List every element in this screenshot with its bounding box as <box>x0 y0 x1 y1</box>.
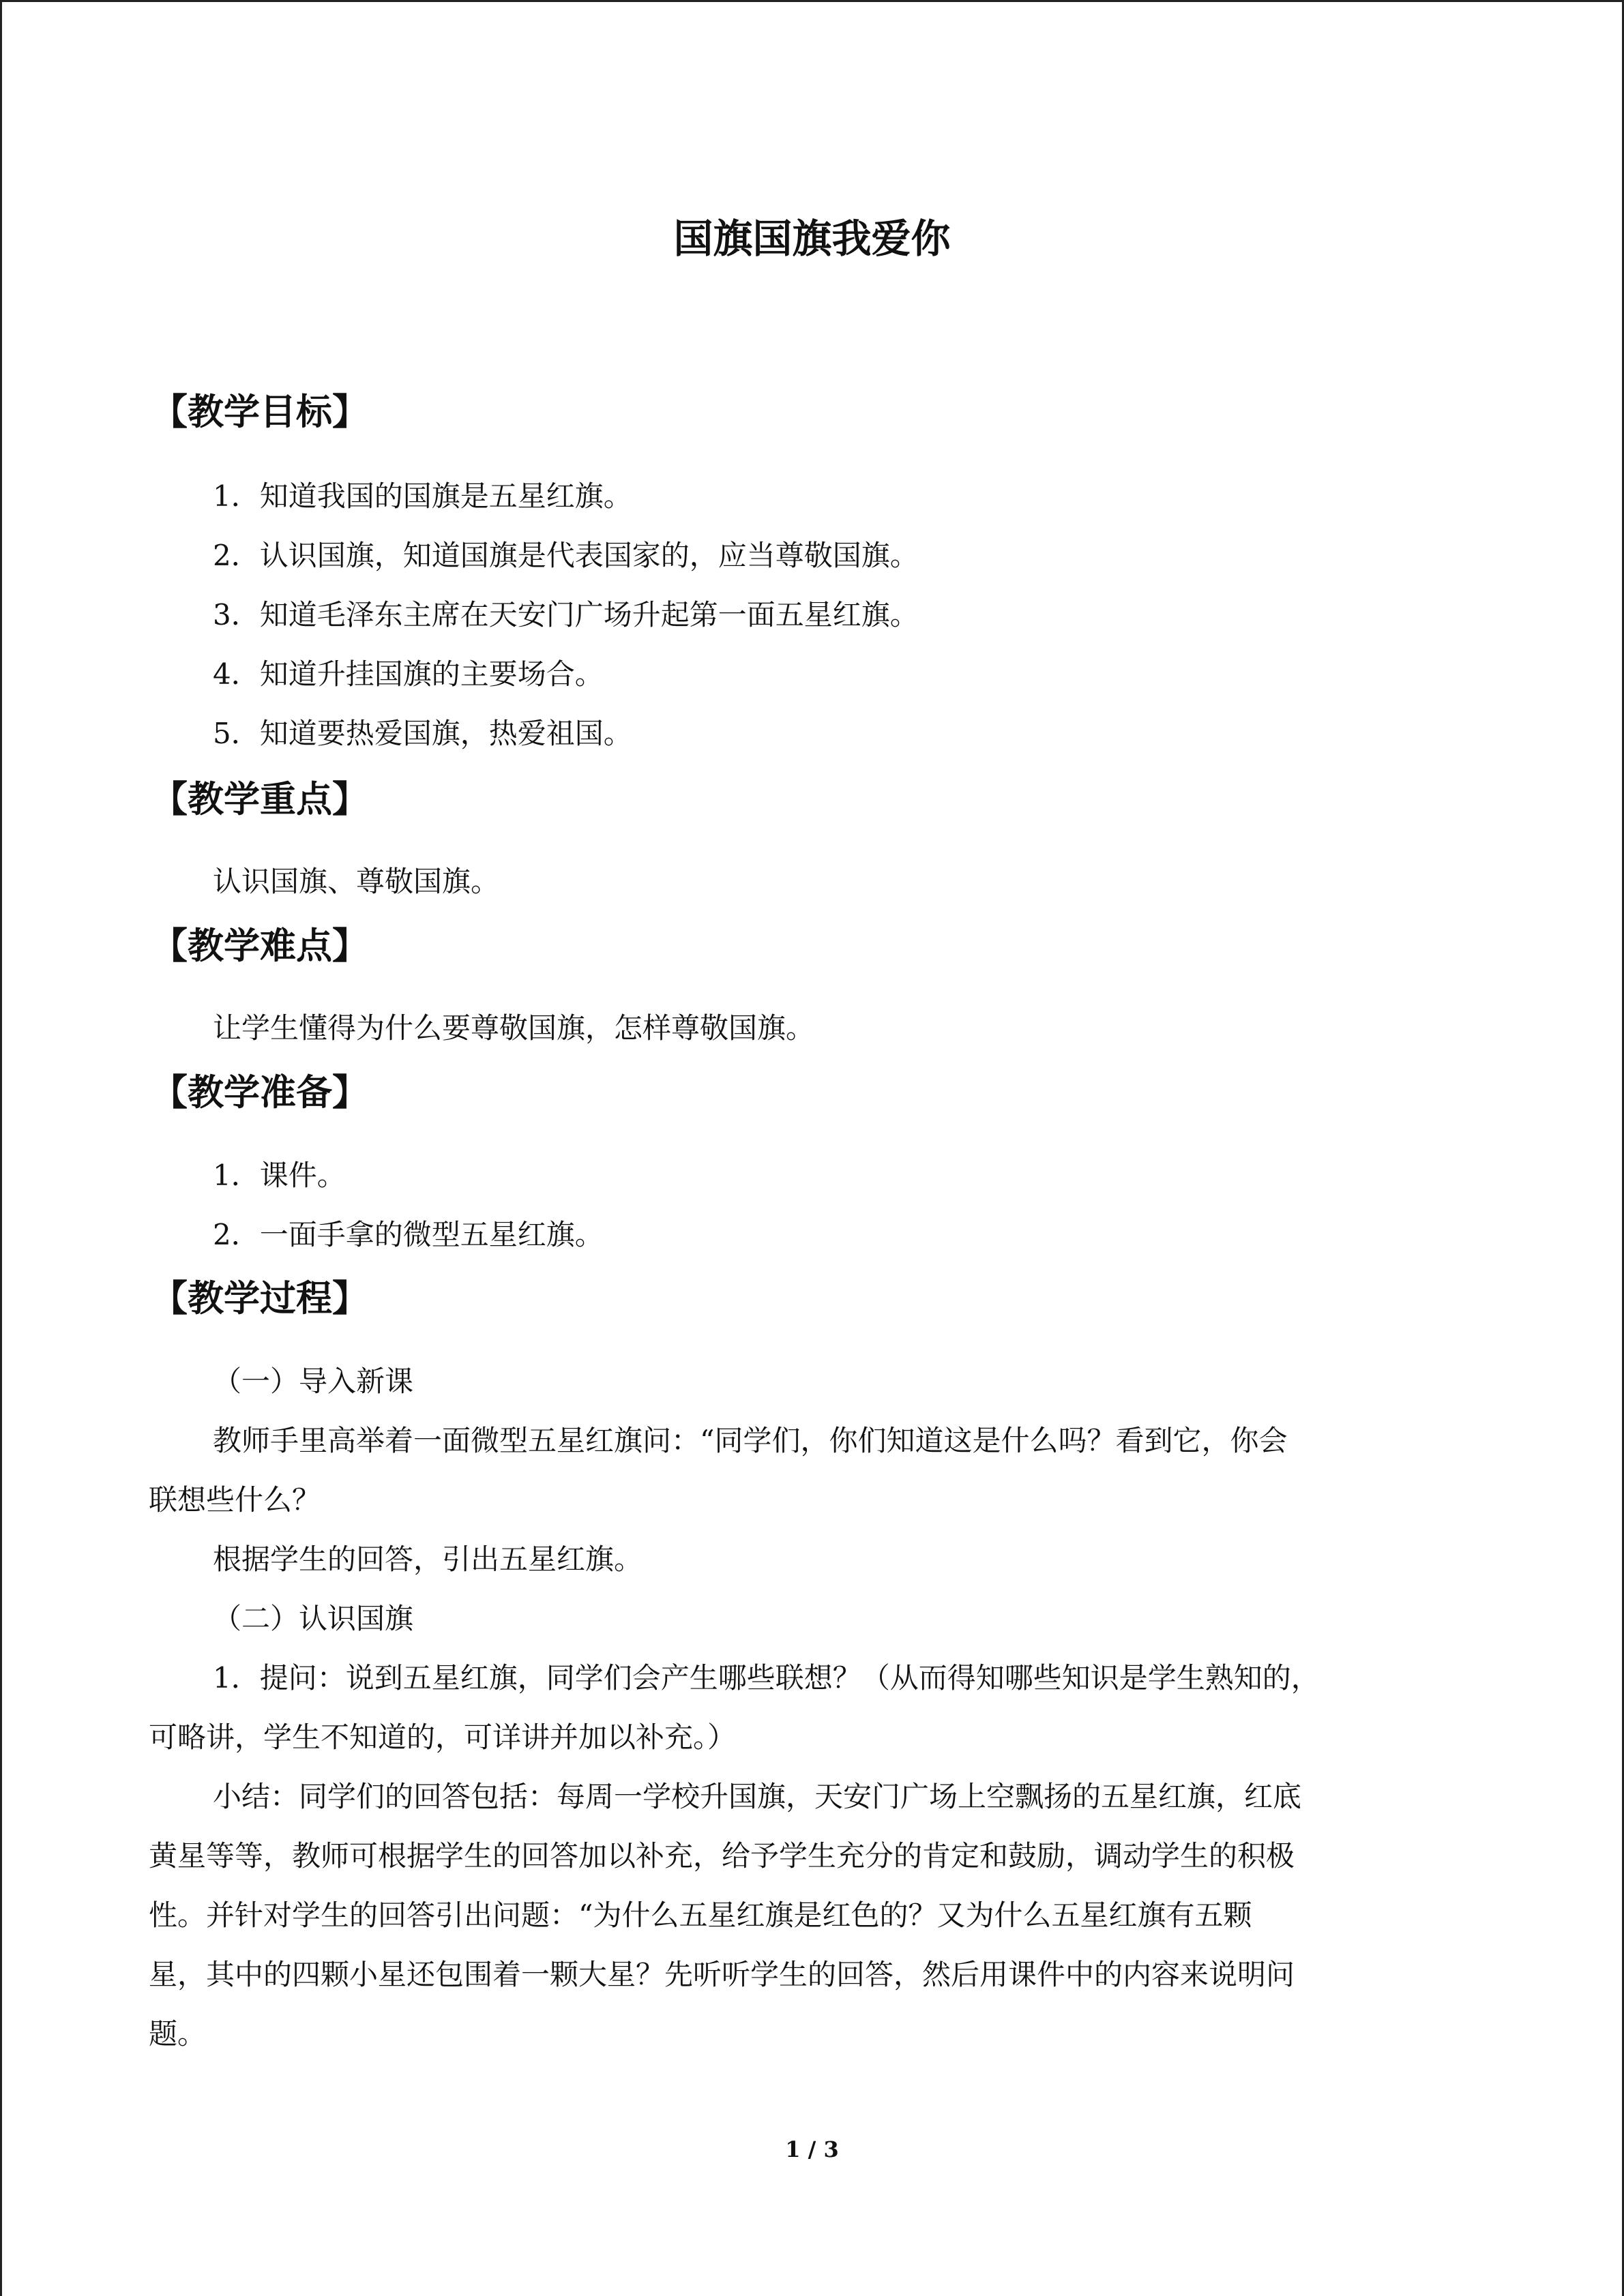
process-part2-paragraph2-line3: 性。并针对学生的回答引出问题：“为什么五星红旗是红色的？又为什么五星红旗有五颗 <box>149 1898 1252 1932</box>
goal-item-2: 2．认识国旗，知道国旗是代表国家的，应当尊敬国旗。 <box>213 539 919 572</box>
process-part1-paragraph1-line1: 教师手里高举着一面微型五星红旗问：“同学们，你们知道这是什么吗？看到它，你会 <box>213 1424 1288 1457</box>
page-title: 国旗国旗我爱你 <box>673 215 951 262</box>
process-part1-paragraph1-line2: 联想些什么？ <box>149 1483 321 1517</box>
preparation-item-1: 1．课件。 <box>213 1159 346 1192</box>
difficulties-text: 让学生懂得为什么要尊敬国旗，怎样尊敬国旗。 <box>213 1011 815 1045</box>
heading-teaching-goals: 【教学目标】 <box>151 391 368 433</box>
goal-item-1: 1．知道我国的国旗是五星红旗。 <box>213 479 632 513</box>
process-part2-title: （二）认识国旗 <box>213 1602 414 1635</box>
process-part2-paragraph2-line4: 星，其中的四颗小星还包围着一颗大星？先听听学生的回答，然后用课件中的内容来说明问 <box>149 1958 1295 1991</box>
heading-key-points: 【教学重点】 <box>151 779 368 820</box>
page-border-left <box>0 0 2 2296</box>
goal-item-5: 5．知道要热爱国旗，热爱祖国。 <box>213 717 632 750</box>
goal-item-3: 3．知道毛泽东主席在天安门广场升起第一面五星红旗。 <box>213 598 919 631</box>
heading-process: 【教学过程】 <box>151 1278 368 1320</box>
heading-difficulties: 【教学难点】 <box>151 925 368 967</box>
heading-preparation: 【教学准备】 <box>151 1072 368 1114</box>
preparation-item-2: 2．一面手拿的微型五星红旗。 <box>213 1218 604 1251</box>
process-part2-paragraph2-line2: 黄星等等，教师可根据学生的回答加以补充，给予学生充分的肯定和鼓励，调动学生的积极 <box>149 1839 1295 1873</box>
process-part1-title: （一）导入新课 <box>213 1365 414 1398</box>
process-part2-paragraph2-line1: 小结：同学们的回答包括：每周一学校升国旗，天安门广场上空飘扬的五星红旗，红底 <box>213 1780 1302 1813</box>
key-points-text: 认识国旗、尊敬国旗。 <box>213 865 500 898</box>
goal-item-4: 4．知道升挂国旗的主要场合。 <box>213 657 604 691</box>
process-part2-paragraph1-line2: 可略讲，学生不知道的，可详讲并加以补充。） <box>149 1720 737 1754</box>
process-part1-paragraph2: 根据学生的回答，引出五星红旗。 <box>213 1542 643 1576</box>
page-number: 1 / 3 <box>785 2136 839 2162</box>
page-border-top <box>0 0 1624 2</box>
process-part2-paragraph2-line5: 题。 <box>149 2017 207 2051</box>
process-part2-paragraph1-line1: 1．提问：说到五星红旗，同学们会产生哪些联想？（从而得知哪些知识是学生熟知的， <box>213 1661 1320 1695</box>
